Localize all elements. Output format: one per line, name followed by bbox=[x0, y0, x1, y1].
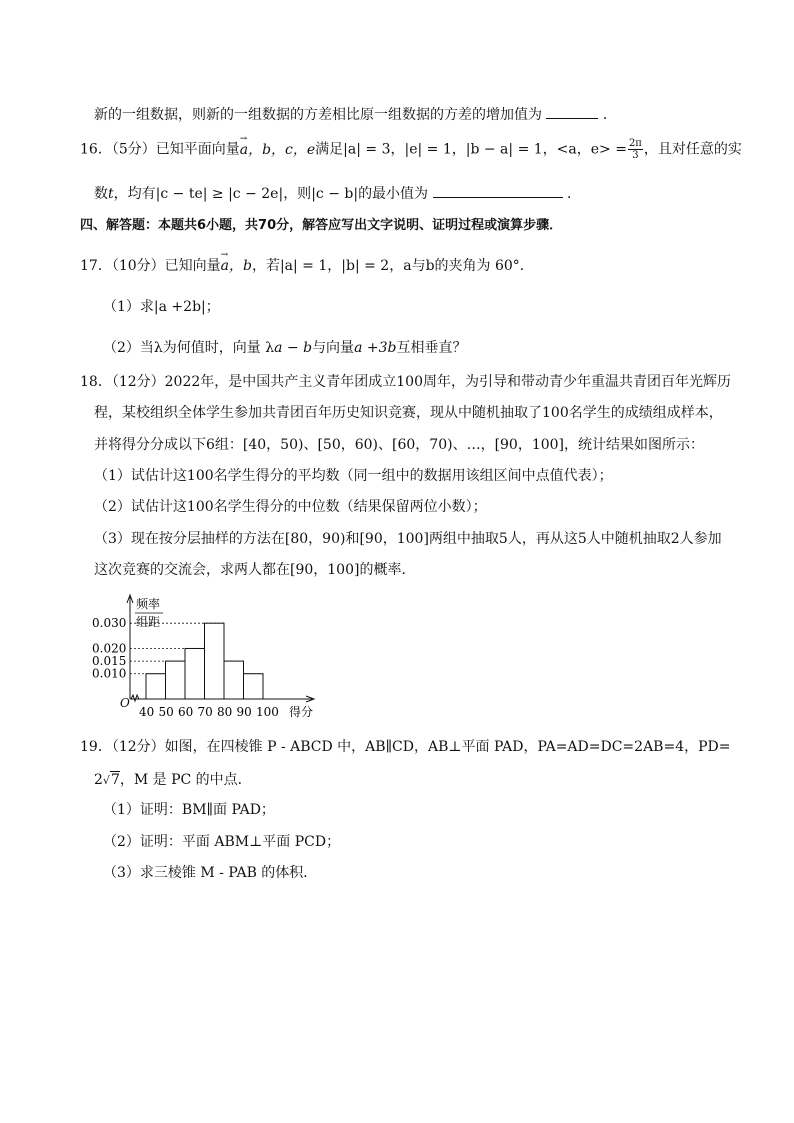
q15-tail-text: 新的一组数据，则新的一组数据的方差相比原一组数据的方差的增加值为 bbox=[94, 107, 542, 123]
q15-end: ． bbox=[602, 107, 617, 123]
y-tick-label: 0.010 bbox=[92, 666, 127, 681]
frequency-histogram bbox=[92, 591, 322, 723]
q18-line1: 18．（12分）2022年，是中国共产主义青年团成立100周年，为引导和带动青少年重温共青团百年光辉历 bbox=[80, 374, 731, 390]
q17-part2 bbox=[103, 338, 466, 358]
q16-stem-g: 的最小值为 bbox=[358, 186, 429, 202]
q18-part2: （2）试估计这100名学生得分的中位数（结果保留两位小数）； bbox=[94, 499, 487, 515]
q16-fraction bbox=[628, 138, 643, 161]
q17-stem-b: ，若 bbox=[251, 258, 280, 274]
x-tick-label: 50 bbox=[158, 705, 174, 719]
axis-break-icon bbox=[131, 695, 139, 701]
origin-label: O bbox=[120, 696, 130, 710]
q18-line2: 程，某校组织全体学生参加共青团百年历史知识竞赛，现从中随机抽取了100名学生的成绩组成样本， bbox=[94, 405, 723, 421]
q18-part3-line2: 这次竞赛的交流会，求两人都在[90，100]的概率． bbox=[94, 562, 416, 578]
q19-line2-rest: ，M 是 PC 的中点． bbox=[119, 772, 252, 788]
y-tick-label: 0.020 bbox=[92, 641, 127, 656]
q17-p1-end: ； bbox=[205, 299, 220, 315]
q16-inequality: |c − te| ≥ |c − 2e| bbox=[155, 186, 284, 202]
histogram-bar bbox=[146, 674, 166, 699]
q17-conditions: |a| = 1，|b| = 2 bbox=[279, 258, 390, 274]
q19-line1: 19．（12分）如图，在四棱锥 P - ABCD 中，AB∥CD，AB⊥平面 PAD，PA=AD=DC=2AB=4，PD= bbox=[80, 739, 731, 755]
q18-line3: 并将得分分成以下6组：[40，50)、[50，60)、[60，70)、…，[90，100]，统计结果如图所示： bbox=[94, 437, 705, 453]
x-tick-label: 90 bbox=[236, 705, 252, 719]
q16-stem-a: 16．（5分）已知平面向量 bbox=[80, 141, 240, 158]
q16-answer-blank bbox=[433, 183, 563, 198]
q15-tail-line bbox=[94, 104, 617, 125]
x-tick-label: 80 bbox=[217, 705, 233, 719]
q17-stem-c: ，a与b的夹角为 60°． bbox=[389, 258, 534, 274]
q17-p2-expr1: a − b bbox=[274, 340, 313, 356]
q16-var-t: t bbox=[108, 186, 114, 202]
q17-stem bbox=[80, 256, 534, 276]
q17-stem-a: 17．（10分）已知向量 bbox=[80, 258, 221, 274]
y-tick-label: 0.015 bbox=[92, 654, 127, 669]
histogram-bar bbox=[244, 674, 264, 699]
q18-part3-line1: （3）现在按分层抽样的方法在[80，90)和[90，100]两组中抽取5人，再从这5人中随机抽取2人参加 bbox=[94, 531, 722, 547]
q16-frac-num: 2π bbox=[628, 138, 642, 149]
q16-end: ． bbox=[566, 186, 581, 202]
q17-vectors: → a，b bbox=[221, 256, 252, 276]
q19-line2 bbox=[94, 770, 252, 791]
x-tick-label: 60 bbox=[178, 705, 194, 719]
q16-stem-d: 数 bbox=[94, 186, 108, 202]
y-tick-label: 0.030 bbox=[92, 616, 127, 631]
q16-frac-den: 3 bbox=[632, 150, 639, 161]
x-tick-label: 100 bbox=[256, 705, 279, 719]
histogram-bar bbox=[185, 648, 205, 699]
q17-p2-b: 与向量 bbox=[312, 340, 355, 356]
q17-p2-a: （2）当λ为何值时，向量 λ bbox=[103, 340, 275, 356]
q17-p2-expr2: a +3b bbox=[354, 340, 397, 356]
y-label-numerator: 频率 bbox=[136, 597, 161, 611]
x-axis-label: 得分 bbox=[289, 705, 314, 719]
q15-answer-blank bbox=[546, 104, 598, 119]
q19-part3: （3）求三棱锥 M - PAB 的体积． bbox=[103, 865, 318, 881]
q19-part2: （2）证明：平面 ABM⊥平面 PCD； bbox=[103, 834, 341, 850]
q16-stem-c: ，且对任意的实 bbox=[643, 141, 742, 158]
section-header: 四、解答题：本题共6小题，共70分，解答应写出文字说明、证明过程或演算步骤． bbox=[80, 218, 563, 233]
histogram-bar bbox=[166, 661, 186, 699]
q16-line1 bbox=[80, 138, 742, 161]
radical-icon: √ bbox=[102, 774, 110, 787]
q16-stem-e: ，均有 bbox=[113, 186, 156, 202]
q17-p2-c: 互相垂直？ bbox=[396, 340, 467, 356]
q18-part1: （1）试估计这100名学生得分的平均数（同一组中的数据用该组区间中点值代表）； bbox=[94, 468, 613, 484]
q16-stem-b: 满足 bbox=[315, 141, 344, 158]
q19-radicand: 7 bbox=[110, 772, 120, 788]
y-label-denominator: 组距 bbox=[136, 615, 161, 629]
q19-part1: （1）证明：BM∥面 PAD； bbox=[103, 802, 275, 818]
x-tick-label: 70 bbox=[197, 705, 213, 719]
q16-line2 bbox=[94, 183, 581, 204]
q17-p1-expr: |a +2b| bbox=[153, 299, 206, 315]
q17-part1 bbox=[103, 297, 220, 317]
q19-coef: 2 bbox=[94, 772, 103, 788]
x-tick-label: 40 bbox=[139, 705, 155, 719]
histogram-bar bbox=[205, 623, 225, 699]
q16-stem-f: ，则 bbox=[283, 186, 312, 202]
q17-p1-a: （1）求 bbox=[103, 299, 154, 315]
q16-expression: |c − b| bbox=[311, 186, 359, 202]
histogram-bar bbox=[224, 661, 244, 699]
q16-conditions: |a| = 3，|e| = 1，|b − a| = 1，<a，e> = bbox=[343, 141, 627, 158]
q16-vectors: → a，b，c，e bbox=[240, 140, 315, 160]
